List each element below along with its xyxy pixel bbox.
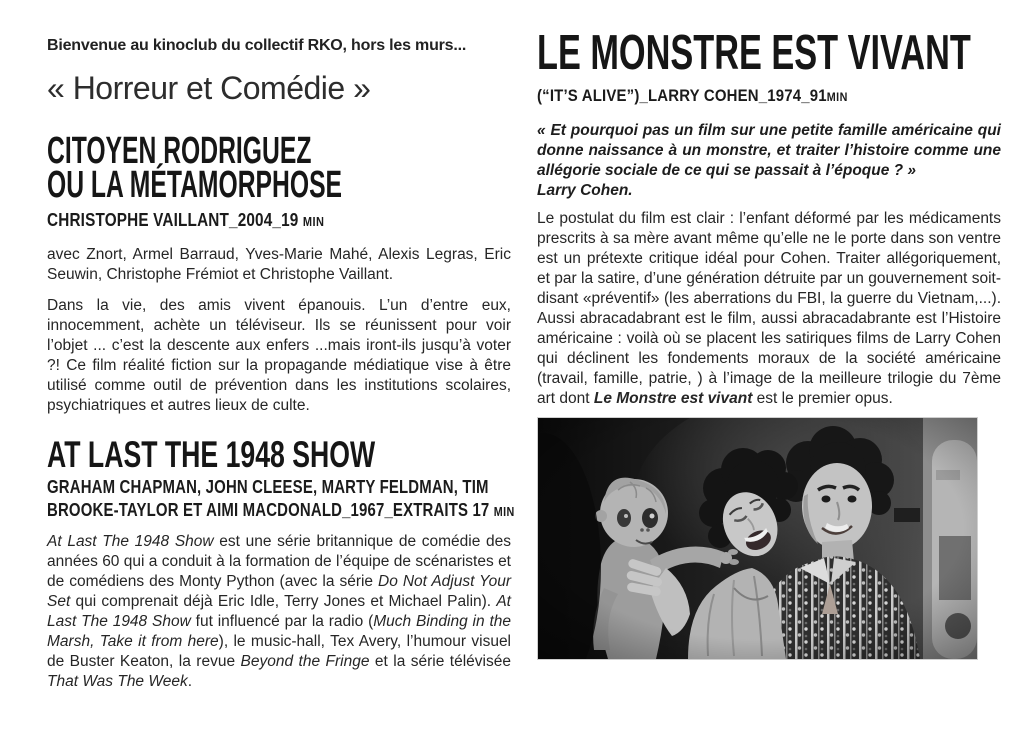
film3-quote-attribution: Larry Cohen. [537, 182, 633, 199]
film2-title: AT LAST THE 1948 SHOW [47, 434, 376, 475]
film-section-at-last-1948-show [47, 434, 515, 692]
film1-description: Dans la vie, des amis vivent épanouis. L’un d’entre eux, innocemment, achète un téléviseur. Ils se réunissent pour voir l’objet ... c’est la descente aux enfers ...mais iront-ils jusqu’à voter ?! Ce film réalité fiction sur la propagande médiatique vise à être utilisé comme outil de prévention dans les institutions scolaires, psychiatriques et autres lieux de culte. [47, 297, 511, 414]
film2-description: At Last The 1948 Show est une série britannique de comédie des années 60 qui a conduit à la formation de l’équipe de scénaristes et de comédiens des Monty Python (avec la série Do Not Adjust Your Set qui comprenait déjà Eric Idle, Terry Jones et Michael Palin). At Last The 1948 Show fut influencé par la radio (Much Binding in the Marsh, Take it from here), le music-hall, Tex Avery, l’humour visuel de Buster Keaton, la revue Beyond the Fringe et la série télévisée That Was The Week. [47, 533, 512, 690]
film1-title-line1: CITOYEN RODRIGUEZ [47, 130, 312, 172]
film3-title: LE MONSTRE EST VIVANT [537, 26, 971, 80]
right-column [537, 0, 1001, 660]
its-alive-still-image [538, 418, 977, 659]
film-section-le-monstre-est-vivant [537, 26, 1001, 660]
film3-still-photo [537, 417, 978, 660]
film3-quote: « Et pourquoi pas un film sur une petite famille américaine qui donne naissance à un monstre, et traiter l’histoire comme une allégorie sociale de ce qui se passait à l’époque ? » [537, 122, 1001, 179]
film1-title-line2: OU LA MÉTAMORPHOSE [47, 164, 343, 206]
welcome-line: Bienvenue au kinoclub du collectif RKO, hors les murs... [47, 37, 467, 54]
film1-credits: CHRISTOPHE VAILLANT_2004_19 MIN [47, 210, 325, 230]
film-section-citoyen-rodriguez [47, 130, 511, 416]
film2-credits [47, 476, 515, 523]
film2-credits-line1: GRAHAM CHAPMAN, JOHN CLEESE, MARTY FELDMAN, TIM [47, 477, 489, 497]
film1-cast: avec Znort, Armel Barraud, Yves-Marie Mahé, Alexis Legras, Eric Seuwin, Christophe Frémiot et Christophe Vaillant. [47, 246, 511, 283]
film2-credits-line2: BROOKE-TAYLOR ET AIMI MACDONALD_1967_EXTRAITS 17 MIN [47, 500, 515, 520]
film1-title [47, 130, 349, 206]
film3-description: Le postulat du film est clair : l’enfant déformé par les médicaments prescrits à sa mère avant même qu’elle ne le porte dans son ventre est un prétexte critique idéal pour Cohen. Traiter allégoriquement, et par la satire, d’une génération détruite par un gouvernement soit-disant «préventif» (les aberrations du FBI, la guerre du Vietnam,...). Aussi abracadabrant est le film, aussi abracadabrante est l’Histoire américaine : voilà où se placent les satiriques films de Larry Cohen qui déclinent les fondements moraux de la société américaine (travail, famille, patrie, ) à l’image de la meilleure trilogie du 7ème art dont Le Monstre est vivant est le premier opus. [537, 210, 1001, 407]
film3-credits: (“IT’S ALIVE”)_LARRY COHEN_1974_91MIN [537, 86, 848, 105]
left-column [47, 0, 515, 692]
program-theme-title: « Horreur et Comédie » [47, 70, 371, 106]
